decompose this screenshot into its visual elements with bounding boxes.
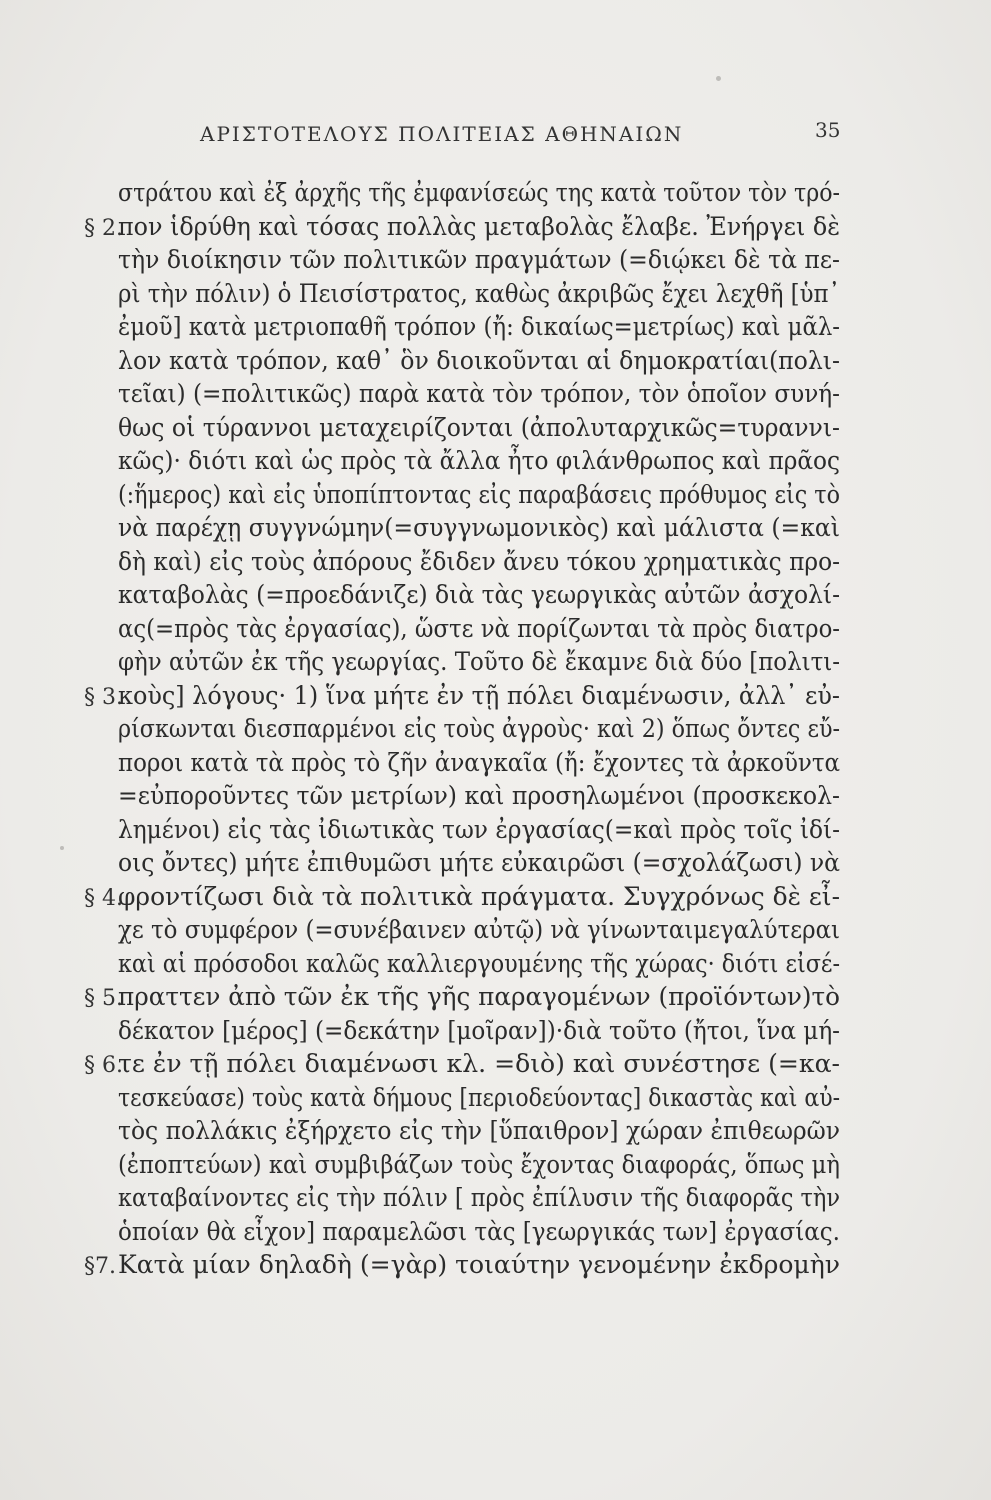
text-line [118, 1150, 858, 1179]
text-line [118, 279, 858, 308]
text-line-content: οις ὄντες) μήτε ἐπιθυμῶσι μήτε εὐκαιρῶσι (=σχολάζωσι) νὰ [118, 848, 840, 877]
text-line [118, 212, 858, 241]
text-line-content: =εὐποροῦντες τῶν μετρίων) καὶ προσηλωμένοι (προσκεκολ- [118, 781, 840, 810]
page-number: 35 [815, 118, 841, 142]
text-line-content: ας(=πρὸς τὰς ἐργασίας), ὥστε νὰ πορίζωνται τὰ πρὸς διατρο- [118, 613, 840, 643]
text-line-content: ὁποίαν θὰ εἶχον] παραμελῶσι τὰς [γεωργικάς των] ἐργασίας. [118, 1216, 840, 1246]
text-line-content: ρὶ τὴν πόλιν) ὁ Πεισίστρατος, καθὼς ἀκριβῶς ἔχει λεχθῆ [ὑπ᾽ [118, 278, 840, 308]
text-line [118, 781, 858, 810]
text-line-content: (ἐποπτεύων) καὶ συμβιβάζων τοὺς ἔχοντας διαφοράς, ὅπως μὴ [118, 1149, 840, 1179]
text-line [118, 1049, 858, 1078]
section-mark: § 6. [84, 1053, 123, 1078]
text-line [118, 1116, 858, 1145]
text-line-content: τεῖαι) (=πολιτικῶς) παρὰ κατὰ τὸν τρόπον, τὸν ὁποῖον συνή- [118, 379, 840, 408]
text-line-content: καταβολὰς (=προεδάνιζε) διὰ τὰς γεωργικὰς αὐτῶν ἀσχολί- [118, 580, 840, 609]
text-line-content: Κατὰ μίαν δηλαδὴ (=γὰρ) τοιαύτην γενομένην ἐκδρομὴν [118, 1250, 840, 1279]
text-line-content: (:ἥμερος) καὶ εἰς ὑποπίπτοντας εἰς παραβάσεις πρόθυμος εἰς τὸ [118, 479, 840, 509]
text-line [118, 848, 858, 877]
text-line [118, 312, 858, 341]
text-line-content: καὶ αἱ πρόσοδοι καλῶς καλλιεργουμένης τῆς χώρας· διότι εἰσέ- [118, 948, 840, 978]
text-line [118, 681, 858, 710]
section-mark: § 5. [84, 986, 123, 1011]
text-line-content: τεσκεύασε) τοὺς κατὰ δήμους [περιοδεύοντας] δικαστὰς καὶ αὐ- [118, 1082, 840, 1112]
text-line [118, 949, 858, 978]
text-line [118, 815, 858, 844]
text-line [118, 346, 858, 375]
text-line-content: κῶς)· διότι καὶ ὡς πρὸς τὰ ἄλλα ἦτο φιλάνθρωπος καὶ πρᾶος [118, 446, 840, 475]
running-title: ΑΡΙΣΤΟΤΕΛΟΥΣ ΠΟΛΙΤΕΙΑΣ ΑΘΗΝΑΙΩΝ [200, 122, 684, 146]
text-line [118, 1217, 858, 1246]
text-line-content: στράτου καὶ ἐξ ἀρχῆς τῆς ἐμφανίσεώς της κατὰ τοῦτον τὸν τρό- [118, 178, 840, 207]
text-line-content: δέκατον [μέρος] (=δεκάτην [μοῖραν])·διὰ τοῦτο (ἤτοι, ἵνα μή- [118, 1015, 840, 1045]
text-line [118, 1016, 858, 1045]
text-line [118, 614, 858, 643]
text-line [118, 748, 858, 777]
section-mark: §7. [84, 1254, 116, 1279]
text-line-content: τε ἐν τῇ πόλει διαμένωσι κλ. =διὸ) καὶ συνέστησε (=κα- [118, 1049, 840, 1078]
text-line [118, 413, 858, 442]
text-line [118, 580, 858, 609]
paper-speck [716, 76, 721, 81]
text-line [118, 245, 858, 274]
text-line-content: νὰ παρέχῃ συγγνώμην(=συγγνωμονικὸς) καὶ μάλιστα (=καὶ [118, 513, 840, 542]
text-line-content: φροντίζωσι διὰ τὰ πολιτικὰ πράγματα. Συγχρόνως δὲ εἶ- [118, 881, 840, 911]
text-line-content: λον κατὰ τρόπον, καθ᾽ ὃν διοικοῦνται αἱ δημοκρατίαι(πολι- [118, 345, 840, 375]
text-line [118, 882, 858, 911]
text-line-content: ρίσκωνται διεσπαρμένοι εἰς τοὺς ἀγροὺς· καὶ 2) ὅπως ὄντες εὔ- [118, 714, 840, 743]
text-line [118, 647, 858, 676]
text-line [118, 1183, 858, 1212]
paper-speck [60, 846, 64, 850]
text-line-content: ποροι κατὰ τὰ πρὸς τὸ ζῆν ἀναγκαῖα (ἤ: ἔχοντες τὰ ἀρκοῦντα [118, 747, 840, 777]
text-line [118, 480, 858, 509]
text-line [118, 547, 858, 576]
text-line [118, 915, 858, 944]
text-line [118, 446, 858, 475]
text-line [118, 1083, 858, 1112]
text-line-content: θως οἱ τύραννοι μεταχειρίζονται (ἀπολυταρχικῶς=τυραννι- [118, 412, 840, 442]
text-line-content: πραττεν ἀπὸ τῶν ἐκ τῆς γῆς παραγομένων (προϊόντων)τὸ [118, 982, 840, 1011]
text-line-content: τὸς πολλάκις ἐξήρχετο εἰς τὴν [ὕπαιθρον] χώραν ἐπιθεωρῶν [118, 1116, 840, 1145]
text-line-content: κοὺς] λόγους· 1) ἵνα μήτε ἐν τῇ πόλει διαμένωσιν, ἀλλ᾽ εὐ- [118, 680, 840, 710]
section-mark: § 4. [84, 885, 123, 911]
text-line-content: πον ἱδρύθη καὶ τόσας πολλὰς μεταβολὰς ἔλαβε. Ἐνήργει δὲ [118, 211, 840, 241]
text-line [118, 379, 858, 408]
text-line-content: ἐμοῦ] κατὰ μετριοπαθῆ τρόπον (ἤ: δικαίως=μετρίως) καὶ μᾶλ- [118, 312, 840, 341]
section-mark: § 3. [84, 684, 123, 710]
text-line [118, 178, 858, 207]
text-line [118, 1250, 858, 1279]
section-mark: § 2. [84, 215, 123, 241]
text-line-content: δὴ καὶ) εἰς τοὺς ἀπόρους ἔδιδεν ἄνευ τόκου χρηματικὰς προ- [118, 546, 840, 576]
text-line [118, 513, 858, 542]
text-line-content: τὴν διοίκησιν τῶν πολιτικῶν πραγμάτων (=διῴκει δὲ τὰ πε- [118, 245, 840, 274]
text-line-content: καταβαίνοντες εἰς τὴν πόλιν [ πρὸς ἐπίλυσιν τῆς διαφορᾶς τὴν [118, 1183, 840, 1212]
text-line-content: φὴν αὐτῶν ἐκ τῆς γεωργίας. Τοῦτο δὲ ἔκαμνε διὰ δύο [πολιτι- [118, 647, 840, 676]
text-line [118, 982, 858, 1011]
text-line-content: χε τὸ συμφέρον (=συνέβαινεν αὐτῷ) νὰ γίνωνταιμεγαλύτεραι [118, 915, 840, 944]
text-line [118, 714, 858, 743]
text-line-content: λημένοι) εἰς τὰς ἰδιωτικὰς των ἐργασίας(=καὶ πρὸς τοῖς ἰδί- [118, 814, 840, 844]
